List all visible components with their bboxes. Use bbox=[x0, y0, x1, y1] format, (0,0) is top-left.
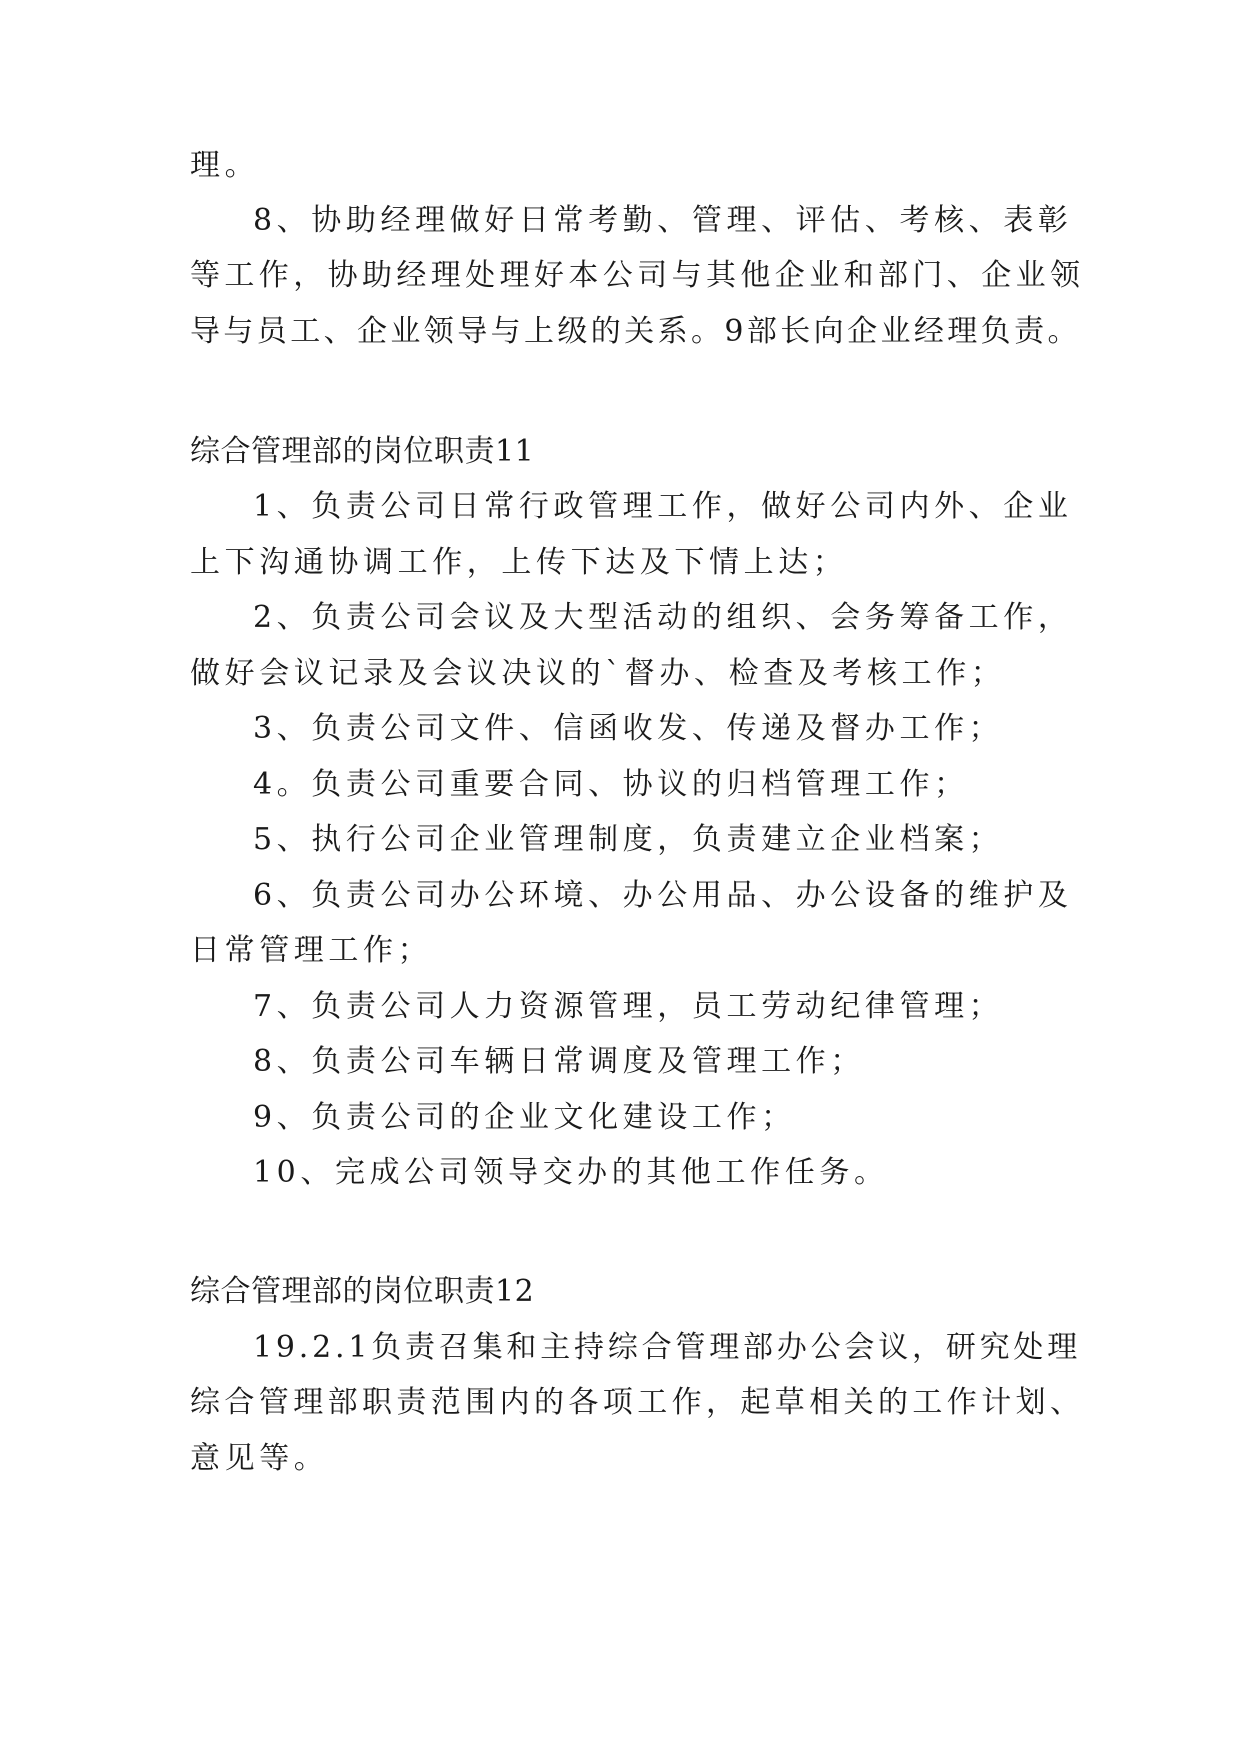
text-line: 做好会议记录及会议决议的`督办、检查及考核工作； bbox=[190, 656, 1006, 691]
text-line: 2、负责公司会议及大型活动的组织、会务筹备工作， bbox=[253, 600, 1073, 635]
section-heading: 综合管理部的岗位职责11 bbox=[190, 434, 535, 469]
text-line: 6、负责公司办公环境、办公用品、办公设备的维护及 bbox=[253, 878, 1073, 913]
text-line: 8、协助经理做好日常考勤、管理、评估、考核、表彰 bbox=[253, 203, 1073, 238]
text-line: 上下沟通协调工作，上传下达及下情上达； bbox=[190, 545, 848, 580]
text-line: 1、负责公司日常行政管理工作，做好公司内外、企业 bbox=[253, 489, 1073, 524]
text-line: 19.2.1负责召集和主持综合管理部办公会议，研究处理 bbox=[253, 1330, 1082, 1365]
text-line: 理。 bbox=[190, 148, 260, 183]
text-line: 日常管理工作； bbox=[190, 933, 433, 968]
text-line: 9、负责公司的企业文化建设工作； bbox=[253, 1100, 796, 1135]
text-line: 5、执行公司企业管理制度，负责建立企业档案； bbox=[253, 822, 1004, 857]
section-heading: 综合管理部的岗位职责12 bbox=[190, 1274, 535, 1309]
text-line: 综合管理部职责范围内的各项工作，起草相关的工作计划、 bbox=[190, 1385, 1085, 1420]
text-line: 8、负责公司车辆日常调度及管理工作； bbox=[253, 1044, 865, 1079]
text-line: 4。负责公司重要合同、协议的归档管理工作； bbox=[253, 767, 969, 802]
text-line: 意见等。 bbox=[190, 1441, 329, 1476]
text-line: 导与员工、企业领导与上级的关系。9部长向企业经理负责。 bbox=[190, 314, 1081, 349]
text-line: 7、负责公司人力资源管理，员工劳动纪律管理； bbox=[253, 989, 1004, 1024]
text-line: 3、负责公司文件、信函收发、传递及督办工作； bbox=[253, 711, 1004, 746]
text-line: 10、完成公司领导交办的其他工作任务。 bbox=[253, 1155, 889, 1190]
text-line: 等工作，协助经理处理好本公司与其他企业和部门、企业领 bbox=[190, 258, 1085, 293]
